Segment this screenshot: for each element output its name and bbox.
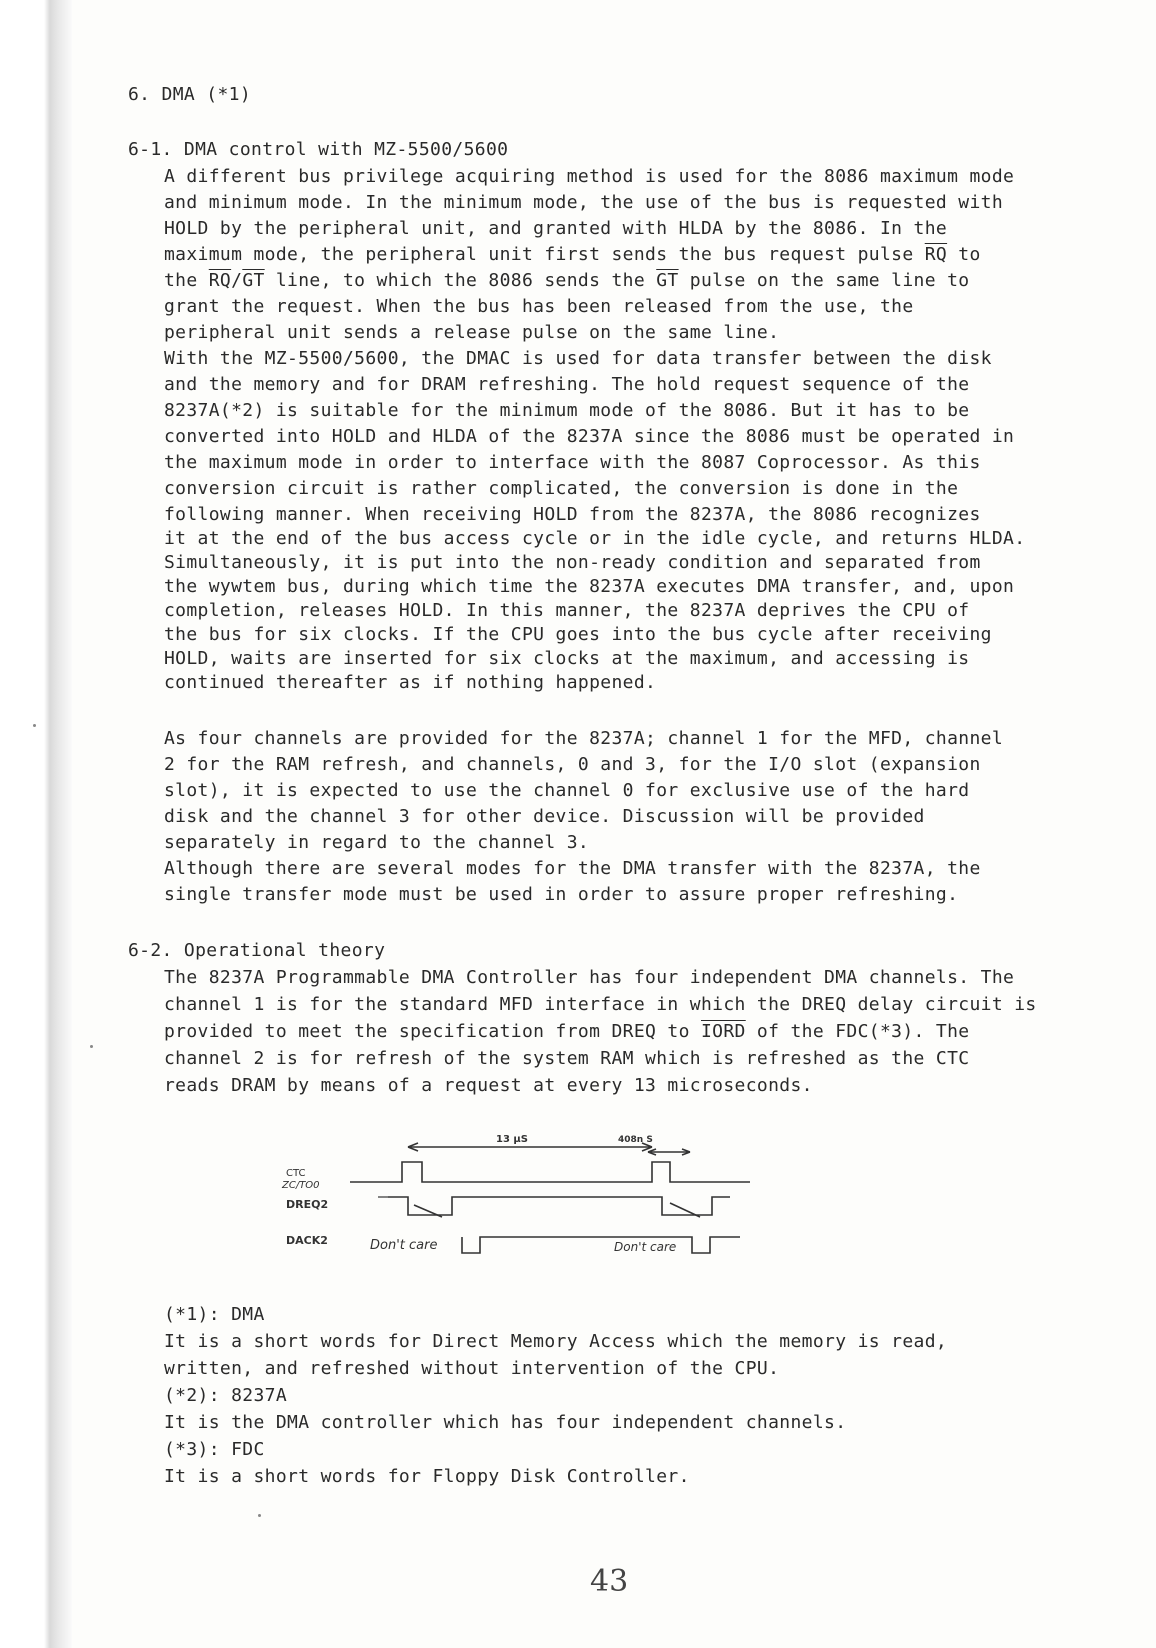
dreq2-waveform [388,1197,730,1215]
text-line: HOLD, waits are inserted for six clocks at the maximum, and accessing is [164,648,970,669]
text-line: the maximum mode in order to interface with the 8087 Coprocessor. As this [164,452,981,473]
text-line: continued thereafter as if nothing happened. [164,672,657,693]
text-line: HOLD by the peripheral unit, and granted with HLDA by the 8086. In the [164,218,948,239]
subsection-heading-6-1: 6-1. DMA control with MZ-5500/5600 [128,139,509,160]
text-line: Simultaneously, it is put into the non-ready condition and separated from [164,552,981,573]
text-line [164,1020,969,1044]
footnote-3-title: (*3): FDC [164,1439,265,1460]
footnote-3-text: It is a short words for Floppy Disk Controller. [164,1466,690,1487]
text-line: The 8237A Programmable DMA Controller has four independent DMA channels. The [164,967,1015,988]
text-run: pulse on the same line to [678,270,970,291]
text-run: / [231,270,243,291]
gt-signal: $\overline{GT}$ [656,270,679,291]
rq-signal: $\overline{RQ}$ [208,270,232,291]
text-line: peripheral unit sends a release pulse on the same line. [164,322,780,343]
text-line: the wywtem bus, during which time the 8237A executes DMA transfer, and, upon [164,576,1015,597]
text-line: As four channels are provided for the 8237A; channel 1 for the MFD, channel [164,728,1004,749]
text-line: Although there are several modes for the DMA transfer with the 8237A, the [164,858,981,879]
text-line: conversion circuit is rather complicated, the conversion is done in the [164,478,959,499]
text-run: the [164,270,209,291]
text-run: line, to which the 8086 sends the [264,270,657,291]
footnote-1-text: written, and refreshed without intervention of the CPU. [164,1358,780,1379]
pulse-width-label: 408n S [618,1135,653,1145]
text-line: the bus for six clocks. If the CPU goes into the bus cycle after receiving [164,624,992,645]
text-line: channel 1 is for the standard MFD interface in which the DREQ delay circuit is [164,994,1037,1015]
text-line: slot), it is expected to use the channel 0 for exclusive use of the hard [164,780,970,801]
text-run: maximum mode, the peripheral unit first sends the bus request pulse [164,244,925,265]
text-line: and the memory and for DRAM refreshing. The hold request sequence of the [164,374,970,395]
gt-signal: $\overline{GT}$ [242,270,265,291]
footnote-2-text: It is the DMA controller which has four independent channels. [164,1412,847,1433]
text-run: of the FDC(*3). The [745,1021,970,1042]
text-line: With the MZ-5500/5600, the DMAC is used for data transfer between the disk [164,348,992,369]
period-label: 13 μS [496,1134,528,1145]
ctc-label-line1: CTC [286,1168,306,1179]
dreq2-label: DREQ2 [286,1198,329,1211]
text-line: 8237A(*2) is suitable for the minimum mode of the 8086. But it has to be [164,400,970,421]
rq-signal: $\overline{RQ}$ [924,244,948,265]
text-line [164,269,969,293]
text-line: following manner. When receiving HOLD from the 8237A, the 8086 recognizes [164,504,981,525]
dont-care-label-1: Don't care [370,1238,438,1253]
footnote-2-title: (*2): 8237A [164,1385,288,1406]
text-line: completion, releases HOLD. In this manner, the 8237A deprives the CPU of [164,600,970,621]
text-line: reads DRAM by means of a request at every 13 microseconds. [164,1075,813,1096]
ctc-label-line2: ZC/TO0 [282,1180,320,1191]
dack2-waveform [462,1237,740,1253]
scan-speck [90,1045,93,1048]
text-line: separately in regard to the channel 3. [164,832,590,853]
text-line: A different bus privilege acquiring method is used for the 8086 maximum mode [164,166,1015,187]
text-line: single transfer mode must be used in order to assure proper refreshing. [164,884,959,905]
page-number: 43 [590,1564,629,1599]
text-line [164,243,981,267]
iord-signal: IORD [700,1021,746,1042]
footnote-1-title: (*1): DMA [164,1304,265,1325]
timing-diagram [230,1125,790,1275]
text-line: and minimum mode. In the minimum mode, the use of the bus is requested with [164,192,1004,213]
dack2-label: DACK2 [286,1234,328,1247]
text-run: provided to meet the specification from DREQ to [164,1021,701,1042]
text-line: channel 2 is for refresh of the system RAM which is refreshed as the CTC [164,1048,970,1069]
dont-care-label-2: Don't care [614,1240,677,1254]
text-line: grant the request. When the bus has been released from the use, the [164,296,914,317]
text-run: to [947,244,981,265]
text-line: disk and the channel 3 for other device. Discussion will be provided [164,806,925,827]
ctc-waveform [350,1162,750,1182]
footnote-1-text: It is a short words for Direct Memory Access which the memory is read, [164,1331,948,1352]
text-line: 2 for the RAM refresh, and channels, 0 and 3, for the I/O slot (expansion [164,754,981,775]
scan-speck [33,724,36,727]
text-line: converted into HOLD and HLDA of the 8237A since the 8086 must be operated in [164,426,1015,447]
subsection-heading-6-2: 6-2. Operational theory [128,940,386,961]
text-line: it at the end of the bus access cycle or in the idle cycle, and returns HLDA. [164,528,1026,549]
scan-speck [258,1514,261,1517]
section-title: 6. DMA (*1) [128,84,252,105]
